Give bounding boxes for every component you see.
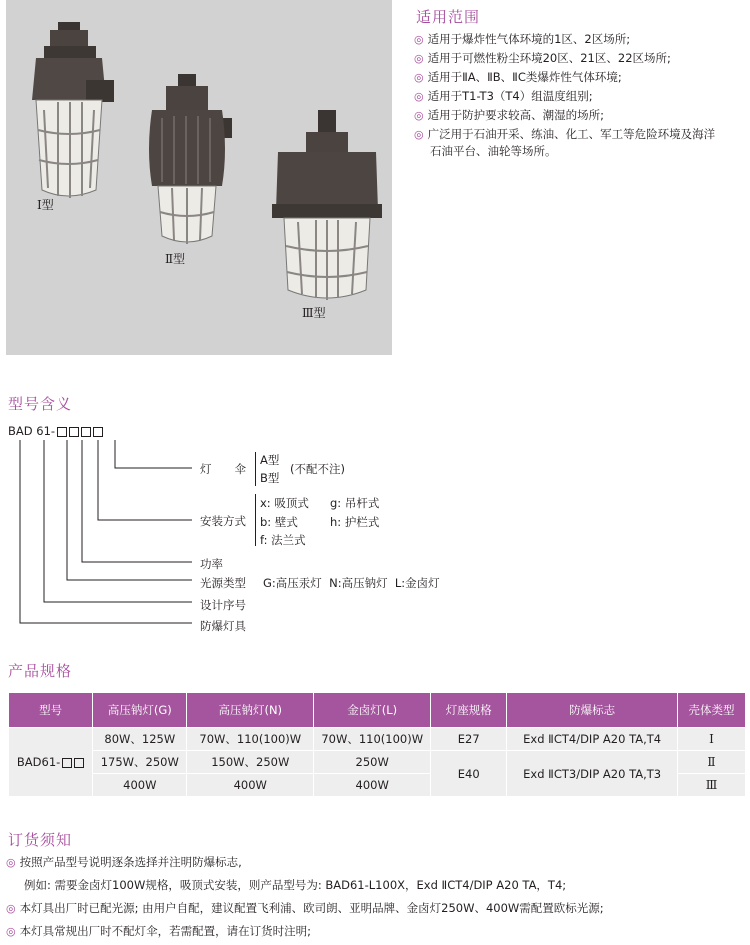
install-option-b: b: 壁式 [260,515,298,529]
table-row [9,751,746,774]
table-cell: Exd ⅡCT3/DIP A20 TA,T3 [507,751,678,797]
list-item: ◎ 适用于ⅡA、ⅡB、ⅡC类爆炸性气体环境; [414,70,622,84]
model-cell: BAD61- [9,728,93,797]
list-item: ◎ 按照产品型号说明逐条选择并注明防爆标志, [6,855,242,869]
bullet-icon: ◎ [6,856,16,869]
bullet-icon: ◎ [6,925,16,938]
divider [255,494,256,546]
install-option-g: g: 吊杆式 [330,496,380,510]
table-cell: 400W [93,774,187,797]
list-item: ◎ 适用于可燃性粉尘环境20区、21区、22区场所; [414,51,671,65]
table-cell: 150W、250W [187,751,314,774]
table-cell: 70W、110(100)W [187,728,314,751]
column-header: 壳体类型 [678,693,746,728]
list-item-example: 例如: 需要金卤灯100W规格，吸顶式安装，则产品型号为: BAD61-L100X，Exd ⅡCT4/DIP A20 TA，T4; [24,878,567,892]
lamp-type-1-label: Ⅰ型 [37,198,54,212]
install-label: 安装方式 [200,514,246,528]
column-header: 灯座规格 [431,693,507,728]
shade-label: 灯 伞 [200,462,246,476]
table-row [9,728,746,751]
source-label: 光源类型 [200,576,246,590]
model-title: 型号含义 [8,395,73,413]
shade-option-a: A型 [260,453,280,467]
bullet-icon: ◎ [414,52,424,65]
order-list [6,851,748,943]
placeholder-box [62,758,72,768]
lamp-type-2-image [149,74,232,244]
list-item: ◎ 适用于防护要求较高、潮湿的场所; [414,108,604,122]
table-cell: 175W、250W [93,751,187,774]
install-option-h: h: 护栏式 [330,515,380,529]
divider [255,452,256,486]
source-options: G:高压汞灯 N:高压钠灯 L:金卤灯 [263,576,440,590]
bullet-icon: ◎ [414,90,424,103]
list-item: ◎ 广泛用于石油开采、练油、化工、军工等危险环境及海洋 [414,127,716,141]
lamp-type-1-image [32,22,114,198]
install-option-f: f: 法兰式 [260,533,306,547]
power-label: 功率 [200,557,223,571]
table-cell: E40 [431,751,507,797]
column-header: 高压钠灯(N) [187,693,314,728]
model-leader-lines [0,430,200,630]
lamp-type-3-image [272,110,382,300]
order-title: 订货须知 [8,831,73,849]
product-photo-panel [6,0,392,355]
application-title: 适用范围 [416,8,481,26]
lamp-illustrations [6,0,392,355]
list-item: ◎ 适用于爆炸性气体环境的1区、2区场所; [414,32,631,46]
table-cell: 70W、110(100)W [314,728,431,751]
lamp-type-2-label: Ⅱ型 [165,252,186,266]
list-item-continuation: 石油平台、油轮等场所。 [430,144,557,158]
table-cell: Ⅰ [678,728,746,751]
column-header: 型号 [9,693,93,728]
product-label: 防爆灯具 [200,619,246,633]
table-cell: Ⅲ [678,774,746,797]
table-cell: Exd ⅡCT4/DIP A20 TA,T4 [507,728,678,751]
list-item: ◎ 本灯具出厂时已配光源; 由用户自配，建议配置飞利浦、欧司朗、亚明品牌、金卤灯250W、400W需配置欧标光源; [6,901,604,915]
table-cell: 250W [314,751,431,774]
table-cell: E27 [431,728,507,751]
table-cell: 80W、125W [93,728,187,751]
spec-title: 产品规格 [8,662,73,680]
placeholder-box [74,758,84,768]
model-code-prefix: BAD 61- [8,424,56,438]
table-cell: Ⅱ [678,751,746,774]
table-cell: 400W [187,774,314,797]
column-header: 金卤灯(L) [314,693,431,728]
bullet-icon: ◎ [414,33,424,46]
bullet-icon: ◎ [414,128,424,141]
list-item: ◎ 适用于T1-T3（T4）组温度组别; [414,89,593,103]
table-header-row [9,693,746,728]
application-list [414,31,750,160]
column-header: 防爆标志 [507,693,678,728]
bullet-icon: ◎ [6,902,16,915]
install-option-x: x: 吸顶式 [260,496,309,510]
lamp-type-3-label: Ⅲ型 [302,306,326,320]
bullet-icon: ◎ [414,109,424,122]
spec-table [8,692,746,797]
table-cell: 400W [314,774,431,797]
shade-note: (不配不注) [290,462,345,476]
bullet-icon: ◎ [414,71,424,84]
list-item: ◎ 本灯具常规出厂时不配灯伞，若需配置，请在订货时注明; [6,924,311,938]
design-label: 设计序号 [200,598,246,612]
shade-option-b: B型 [260,471,280,485]
column-header: 高压钠灯(G) [93,693,187,728]
